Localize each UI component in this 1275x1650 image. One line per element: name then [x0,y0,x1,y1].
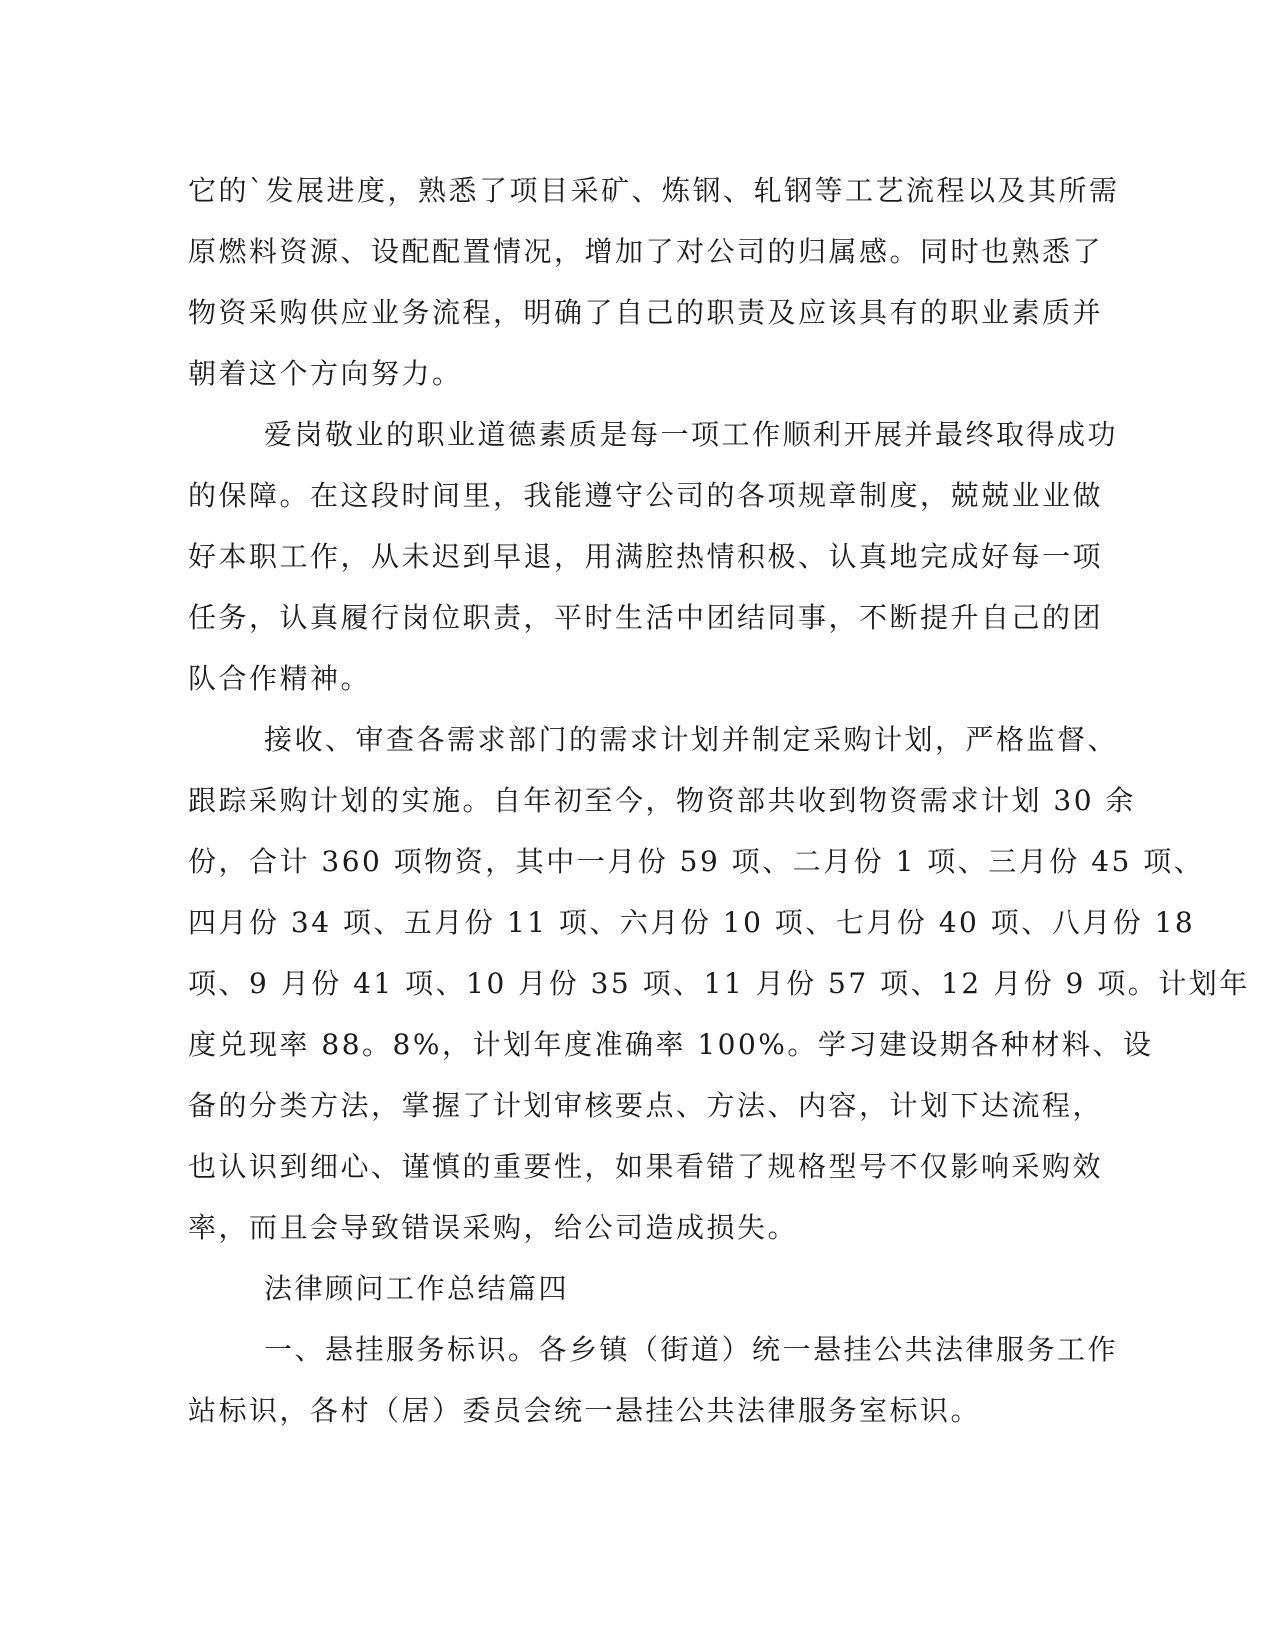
paragraph-line: 率，而且会导致错误采购，给公司造成损失。 [188,1211,799,1244]
paragraph-line: 的保障。在这段时间里，我能遵守公司的各项规章制度，兢兢业业做 [188,479,1104,512]
paragraph-line: 朝着这个方向努力。 [188,357,463,390]
paragraph-line: 项、9 月份 41 项、10 月份 35 项、11 月份 57 项、12 月份 9 项。计划年 [188,967,1250,1000]
paragraph-line: 原燃料资源、设配配置情况，增加了对公司的归属感。同时也熟悉了 [188,235,1104,268]
paragraph-line: 备的分类方法，掌握了计划审核要点、方法、内容，计划下达流程， [188,1089,1104,1122]
paragraph-line: 一、悬挂服务标识。各乡镇（街道）统一悬挂公共法律服务工作 [264,1333,1119,1366]
paragraph-line: 物资采购供应业务流程，明确了自己的职责及应该具有的职业素质并 [188,296,1104,329]
document-body [188,160,1250,1441]
paragraph-line: 也认识到细心、谨慎的重要性，如果看错了规格型号不仅影响采购效 [188,1150,1104,1183]
section-heading: 法律顾问工作总结篇四 [264,1272,570,1305]
paragraph-line: 跟踪采购计划的实施。自年初至今，物资部共收到物资需求计划 30 余 [188,784,1136,817]
paragraph-line: 份，合计 360 项物资，其中一月份 59 项、二月份 1 项、三月份 45 项、 [188,845,1205,878]
paragraph-line: 好本职工作，从未迟到早退，用满腔热情积极、认真地完成好每一项 [188,540,1104,573]
paragraph-line: 任务，认真履行岗位职责，平时生活中团结同事，不断提升自己的团 [188,601,1104,634]
paragraph-line: 接收、审查各需求部门的需求计划并制定采购计划，严格监督、 [264,723,1119,756]
paragraph-line: 站标识，各村（居）委员会统一悬挂公共法律服务室标识。 [188,1394,982,1427]
paragraph-line: 爱岗敬业的职业道德素质是每一项工作顺利开展并最终取得成功 [264,418,1119,451]
paragraph-line: 队合作精神。 [188,662,372,695]
paragraph-line: 度兑现率 88。8%，计划年度准确率 100%。学习建设期各种材料、设 [188,1028,1154,1061]
paragraph-line: 它的`发展进度，熟悉了项目采矿、炼钢、轧钢等工艺流程以及其所需 [188,174,1120,207]
paragraph-line: 四月份 34 项、五月份 11 项、六月份 10 项、七月份 40 项、八月份 18 [188,906,1196,939]
